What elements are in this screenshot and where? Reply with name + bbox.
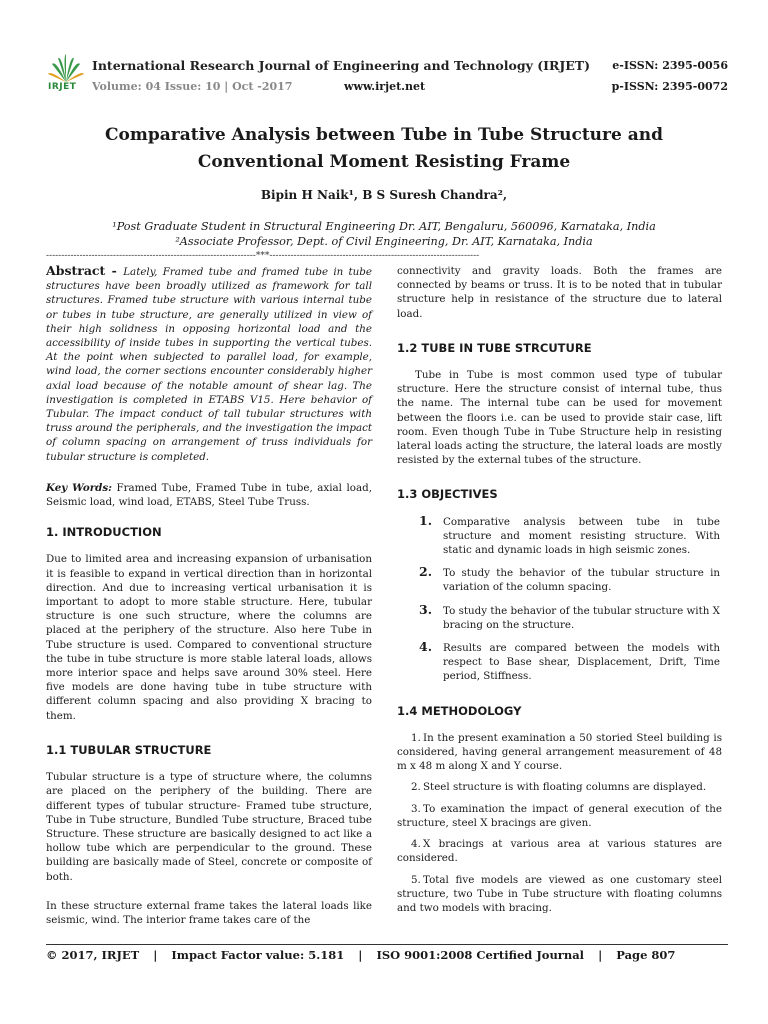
list-number: 3.	[419, 601, 433, 617]
tube-in-tube-heading: 1.2 TUBE IN TUBE STRCUTURE	[397, 340, 592, 355]
volume-info: Volume: 04 Issue: 10 | Oct -2017	[92, 80, 293, 93]
footer-rule	[46, 944, 728, 945]
abstract-label: Abstract -	[46, 263, 124, 278]
list-number: 1.	[411, 731, 421, 744]
list-number: 4.	[419, 639, 433, 655]
list-text: To study the behavior of the tubular structure in variation of the column spacing.	[443, 567, 720, 594]
list-item	[397, 731, 722, 774]
list-item	[397, 512, 722, 558]
list-number: 2.	[411, 781, 421, 794]
tube-in-tube-body: Tube in Tube is most common used type of tubular structure. Here the structure consist of internal tube, thus the name. The internal tube can be used for movement between the floors i.e. can be used to provide stair case, lift room. Even though Tube in Tube Structure help in resisting lateral loads acting the structure, the lateral loads are mostly resisted by the external tubes of the structure.	[397, 369, 722, 467]
footer-impact-factor: Impact Factor value: 5.181	[171, 948, 345, 962]
left-column	[46, 264, 372, 927]
paper-authors: Bipin H Naik¹, B S Suresh Chandra²,	[260, 188, 508, 202]
tubular-structure-body-2: In these structure external frame takes the lateral loads like seismic, wind. The interior frame takes care of the	[46, 899, 372, 926]
e-issn: e-ISSN: 2395-0056	[612, 59, 728, 72]
section-divider: ---------------------------------------------------------------------***---------------------------------------------------------------------	[46, 251, 480, 261]
objectives-list	[397, 512, 722, 684]
list-item	[397, 873, 722, 916]
list-number: 3.	[411, 802, 421, 815]
list-text: To study the behavior of the tubular structure with X bracing on the structure.	[443, 604, 720, 631]
affiliation-1: ¹Post Graduate Student in Structural Engineering Dr. AIT, Bengaluru, 560096, Karnataka, India	[112, 220, 656, 233]
list-item	[397, 837, 722, 865]
tubular-structure-body-1: Tubular structure is a type of structure where, the columns are placed on the periphery of the building. There are different types of tubular structure- Framed tube structure, Tube in Tube structure, Bundled Tube structure, Braced tube Structure. These structure are basically designed to act like a hollow tube which are perpendicular to the ground. These building are basically made of Steel, concrete or composite of both.	[46, 771, 372, 883]
journal-name: International Research Journal of Engineering and Technology (IRJET)	[92, 58, 591, 73]
list-text: Comparative analysis between tube in tube structure and moment resisting structure. With static and dynamic loads in high seismic zones.	[443, 515, 720, 557]
irjet-logo-icon	[44, 52, 88, 96]
footer-separator: |	[153, 948, 158, 962]
affiliation-2: ²Associate Professor, Dept. of Civil Engineering, Dr. AIT, Karnataka, India	[175, 235, 593, 248]
list-text: Steel structure is with floating columns are displayed.	[423, 781, 707, 794]
right-column	[397, 264, 722, 922]
logo-text: IRJET	[48, 82, 77, 92]
list-text: X bracings at various area at various statures are considered.	[397, 838, 722, 865]
paper-title: Comparative Analysis between Tube in Tube Structure and Conventional Moment Resisting Frame	[104, 125, 663, 172]
list-text: In the present examination a 50 storied Steel building is considered, having general arrangement measurement of 48 m x 48 m along X and Y course.	[397, 731, 722, 773]
list-item	[397, 566, 722, 594]
keywords	[46, 481, 372, 509]
page-footer	[46, 948, 728, 962]
methodology-list	[397, 731, 722, 915]
list-item	[397, 802, 722, 830]
list-item	[397, 601, 722, 632]
list-text: Total five models are viewed as one customary steel structure, two Tube in Tube structure with floating columns and two models with bracing.	[397, 873, 722, 914]
list-item	[397, 641, 722, 684]
keywords-label: Key Words:	[46, 481, 112, 494]
list-number: 4.	[411, 838, 421, 851]
list-item	[397, 780, 722, 794]
methodology-heading: 1.4 METHODOLOGY	[397, 703, 522, 718]
p-issn: p-ISSN: 2395-0072	[611, 80, 728, 93]
list-number: 5.	[411, 873, 421, 886]
footer-copyright: © 2017, IRJET	[46, 948, 140, 962]
list-number: 2.	[419, 564, 433, 580]
introduction-body: Due to limited area and increasing expansion of urbanisation it is feasible to expand in vertical direction than in horizontal direction. And due to increasing vertical urbanisation it is important to adopt to more stable structure. Here, tubular structure is one such structure, where the columns are placed at the periphery of the structure. Also here Tube in Tube structure is used. Compared to conventional structure the tube in tube structure is more stable lateral loads, allows more interior space and helps save around 30% steel. Here five models are done having tube in tube structure with different column spacing and also providing X bracing to them.	[46, 553, 372, 722]
continued-body: connectivity and gravity loads. Both the frames are connected by beams or truss. It is to be noted that in tubular structure help in resistance of the structure due to lateral load.	[397, 265, 722, 320]
tubular-structure-heading: 1.1 TUBULAR STRUCTURE	[46, 742, 212, 757]
objectives-heading: 1.3 OBJECTIVES	[397, 487, 498, 502]
footer-separator: |	[358, 948, 363, 962]
abstract	[46, 264, 372, 464]
footer-page-number: Page 807	[616, 948, 676, 962]
keywords-body: Framed Tube, Framed Tube in tube, axial load, Seismic load, wind load, ETABS, Steel Tube Truss.	[46, 481, 372, 509]
footer-separator: |	[598, 948, 603, 962]
footer-iso: ISO 9001:2008 Certified Journal	[376, 948, 585, 962]
abstract-body: Lately, Framed tube and framed tube in tube structures have been broadly utilized as framework for tall structures. Framed tube structure with various internal tube or tubes in tube structure, are generally utilized in view of their high solidness in opposing horizontal load and the accessibility of inside tubes in supporting the vertical tubes. At the point when subjected to parallel load, for example, wind load, the corner sections encounter considerably higher axial load because of the notable amount of shear lag. The investigation is completed in ETABS V15. Here behavior of Tubular. The impact conduct of tall tubular structures with truss around the peripherals, and the investigation the impact of column spacing on arrangement of truss individuals for tubular structure is completed.	[46, 266, 372, 463]
journal-header	[44, 52, 728, 102]
journal-website-link[interactable]: www.irjet.net	[344, 80, 426, 93]
introduction-heading: 1. INTRODUCTION	[46, 525, 162, 540]
list-number: 1.	[419, 512, 433, 528]
list-text: To examination the impact of general execution of the structure, steel X bracings are given.	[397, 802, 722, 829]
list-text: Results are compared between the models with respect to Base shear, Displacement, Drift, Time period, Stiffness.	[443, 642, 720, 683]
